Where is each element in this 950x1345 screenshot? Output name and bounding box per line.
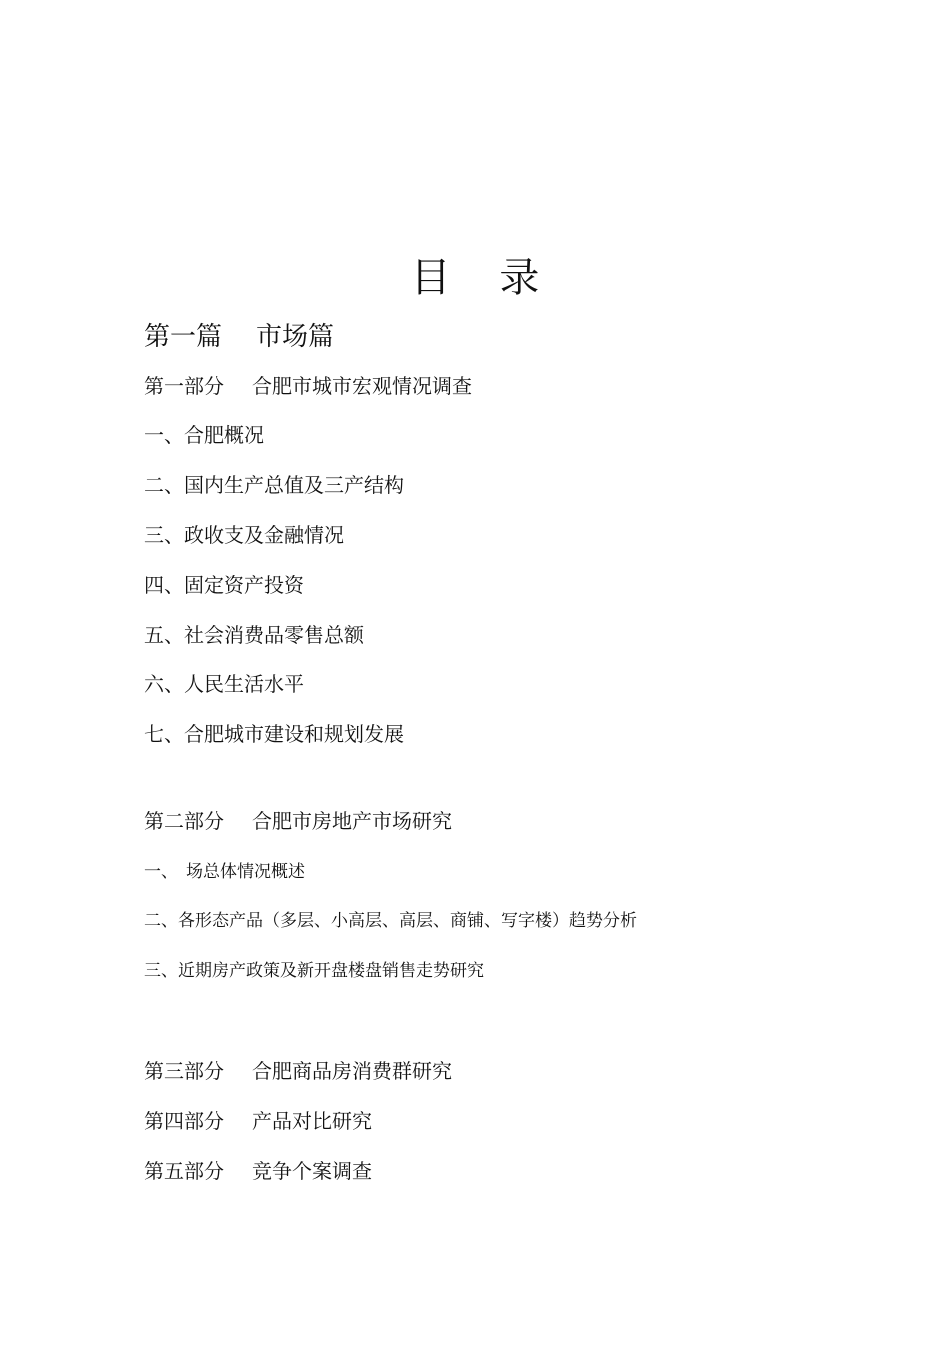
section-heading-2	[144, 807, 452, 835]
section-title: 竞争个案调查	[252, 1159, 372, 1183]
section-label: 第一部分	[144, 374, 224, 398]
toc-subitem	[144, 909, 637, 933]
section-heading-5	[144, 1157, 372, 1185]
toc-item: 四、固定资产投资	[144, 573, 304, 597]
toc-item: 五、社会消费品零售总额	[144, 623, 364, 647]
subitem-text: 二、各形态产品（多层、小高层、高层、商铺、写字楼）趋势分析	[144, 911, 637, 931]
toc-item: 二、国内生产总值及三产结构	[144, 473, 404, 497]
part-title: 市场篇	[256, 322, 335, 352]
toc-item: 六、人民生活水平	[144, 672, 304, 696]
section-label: 第二部分	[144, 809, 224, 833]
toc-subitem	[144, 959, 484, 983]
section-title: 合肥市房地产市场研究	[252, 809, 452, 833]
section-title: 产品对比研究	[252, 1109, 372, 1133]
section-title: 合肥市城市宏观情况调查	[252, 374, 472, 398]
toc-item: 三、政收支及金融情况	[144, 523, 344, 547]
toc-title: 目 录	[410, 255, 558, 301]
subitem-text: 三、近期房产政策及新开盘楼盘销售走势研究	[144, 961, 484, 981]
section-label: 第三部分	[144, 1059, 224, 1083]
subitem-text: 场总体情况概述	[186, 862, 305, 882]
section-label: 第四部分	[144, 1109, 224, 1133]
toc-item: 一、合肥概况	[144, 423, 264, 447]
section-label: 第五部分	[144, 1159, 224, 1183]
section-heading-3	[144, 1057, 452, 1085]
toc-subitem	[144, 860, 305, 884]
part-label: 第一篇	[144, 322, 223, 352]
section-heading-1	[144, 372, 472, 400]
section-title: 合肥商品房消费群研究	[252, 1059, 452, 1083]
subitem-number: 一、	[144, 862, 178, 882]
toc-item: 七、合肥城市建设和规划发展	[144, 722, 404, 746]
part-heading	[144, 320, 334, 354]
section-heading-4	[144, 1107, 372, 1135]
